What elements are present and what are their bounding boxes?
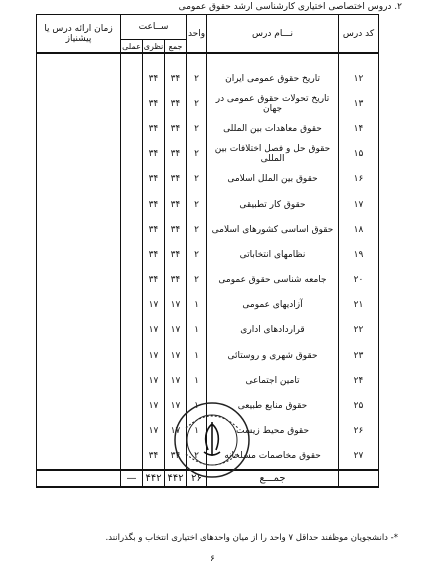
course-hours-total-cell: ۳۴ — [165, 91, 187, 116]
table-row — [37, 268, 379, 293]
table-row — [37, 167, 379, 192]
official-seal-icon — [172, 400, 252, 480]
total-code-cell — [339, 470, 379, 487]
course-name-cell: حقوق بین الملل اسلامی — [207, 167, 339, 192]
course-name-cell: حقوق معاهدات بین المللی — [207, 116, 339, 141]
course-hours-total-cell: ۱۷ — [165, 293, 187, 318]
course-units-cell: ۲ — [187, 142, 207, 167]
course-hours-theory-cell: ۳۴ — [143, 116, 165, 141]
table-row — [37, 116, 379, 141]
course-code-cell: ۱۲ — [339, 66, 379, 91]
course-hours-total-cell: ۱۷ — [165, 419, 187, 444]
course-name-cell: آزادیهای عمومی — [207, 293, 339, 318]
course-hours-total-cell: ۳۴ — [165, 66, 187, 91]
course-hours-total-cell: ۱۷ — [165, 368, 187, 393]
course-hours-theory-cell: ۱۷ — [143, 293, 165, 318]
course-timing-cell — [37, 318, 121, 343]
header-hours-total: جمع — [165, 40, 187, 54]
course-code-cell: ۱۸ — [339, 217, 379, 242]
course-units-cell: ۲ — [187, 444, 207, 470]
header-hours: ســاعت — [121, 15, 187, 40]
course-hours-total-cell: ۳۴ — [165, 167, 187, 192]
total-hours-practical: — — [121, 470, 143, 487]
course-units-cell: ۲ — [187, 242, 207, 267]
table-row — [37, 343, 379, 368]
course-name-cell: حقوق اساسی کشورهای اسلامی — [207, 217, 339, 242]
header-units: واحد — [187, 15, 207, 54]
course-hours-theory-cell: ۳۴ — [143, 142, 165, 167]
course-code-cell: ۲۵ — [339, 393, 379, 418]
course-units-cell: ۲ — [187, 217, 207, 242]
course-name-cell: جامعه شناسی حقوق عمومی — [207, 268, 339, 293]
table-row — [37, 91, 379, 116]
total-units: ۲۶ — [187, 470, 207, 487]
course-hours-total-cell: ۱۷ — [165, 393, 187, 418]
course-hours-total-cell: ۳۴ — [165, 268, 187, 293]
header-timing: زمان ارائه درس یا پیشنیاز — [37, 15, 121, 54]
course-hours-practical-cell — [121, 343, 143, 368]
page-number: ۶ — [210, 554, 215, 564]
course-hours-practical-cell — [121, 192, 143, 217]
course-hours-practical-cell — [121, 268, 143, 293]
header-hours-theory: نظری — [143, 40, 165, 54]
course-name-cell: حقوق کار تطبیقی — [207, 192, 339, 217]
course-hours-practical-cell — [121, 217, 143, 242]
course-timing-cell — [37, 419, 121, 444]
course-code-cell: ۱۴ — [339, 116, 379, 141]
course-hours-practical-cell — [121, 444, 143, 470]
course-code-cell: ۱۹ — [339, 242, 379, 267]
course-code-cell: ۲۲ — [339, 318, 379, 343]
course-hours-theory-cell: ۱۷ — [143, 318, 165, 343]
course-hours-practical-cell — [121, 167, 143, 192]
course-timing-cell — [37, 268, 121, 293]
course-hours-total-cell: ۳۴ — [165, 192, 187, 217]
header-hours-practical: عملی — [121, 40, 143, 54]
course-timing-cell — [37, 66, 121, 91]
header-code: کد درس — [339, 15, 379, 54]
course-name-cell: نظامهای انتخاباتی — [207, 242, 339, 267]
course-name-cell: قراردادهای اداری — [207, 318, 339, 343]
course-hours-total-cell: ۳۴ — [165, 116, 187, 141]
course-hours-theory-cell: ۱۷ — [143, 393, 165, 418]
course-hours-theory-cell: ۳۴ — [143, 242, 165, 267]
course-timing-cell — [37, 91, 121, 116]
course-code-cell: ۲۷ — [339, 444, 379, 470]
table-row — [37, 66, 379, 91]
course-code-cell: ۲۴ — [339, 368, 379, 393]
course-hours-theory-cell: ۳۴ — [143, 444, 165, 470]
course-timing-cell — [37, 167, 121, 192]
course-name-cell: حقوق حل و فصل اختلافات بین المللی — [207, 142, 339, 167]
course-hours-theory-cell: ۳۴ — [143, 91, 165, 116]
course-timing-cell — [37, 368, 121, 393]
course-timing-cell — [37, 293, 121, 318]
course-timing-cell — [37, 343, 121, 368]
course-code-cell: ۱۶ — [339, 167, 379, 192]
spacer-row — [37, 53, 379, 66]
course-hours-total-cell: ۳۴ — [165, 217, 187, 242]
header-name: نـــام درس — [207, 15, 339, 54]
course-units-cell: ۱ — [187, 318, 207, 343]
course-code-cell: ۲۶ — [339, 419, 379, 444]
course-name-cell: تامین اجتماعی — [207, 368, 339, 393]
course-hours-total-cell: ۱۷ — [165, 318, 187, 343]
course-hours-practical-cell — [121, 318, 143, 343]
course-units-cell: ۲ — [187, 268, 207, 293]
course-units-cell: ۲ — [187, 66, 207, 91]
course-hours-practical-cell — [121, 142, 143, 167]
table-row — [37, 242, 379, 267]
course-hours-theory-cell: ۱۷ — [143, 343, 165, 368]
course-name-cell: تاریخ تحولات حقوق عمومی در جهان — [207, 91, 339, 116]
course-name-cell: حقوق منابع طبیعی — [207, 393, 339, 418]
course-units-cell: ۱ — [187, 343, 207, 368]
course-code-cell: ۲۳ — [339, 343, 379, 368]
course-timing-cell — [37, 217, 121, 242]
footnote: *- دانشجویان موظفند حداقل ۷ واحد را از میان واحدهای اختیاری انتخاب و بگذرانند. — [105, 533, 398, 543]
course-hours-theory-cell: ۳۴ — [143, 167, 165, 192]
course-hours-theory-cell: ۱۷ — [143, 419, 165, 444]
course-hours-practical-cell — [121, 368, 143, 393]
course-name-cell: تاریخ حقوق عمومی ایران — [207, 66, 339, 91]
course-units-cell: ۲ — [187, 167, 207, 192]
course-hours-practical-cell — [121, 66, 143, 91]
course-hours-practical-cell — [121, 293, 143, 318]
course-hours-theory-cell: ۳۴ — [143, 217, 165, 242]
course-hours-practical-cell — [121, 91, 143, 116]
course-units-cell: ۱ — [187, 419, 207, 444]
course-units-cell: ۱ — [187, 393, 207, 418]
course-hours-total-cell: ۳۴ — [165, 142, 187, 167]
course-name-cell: حقوق مخاصمات مسلحانه — [207, 444, 339, 470]
course-hours-practical-cell — [121, 419, 143, 444]
table-row — [37, 217, 379, 242]
table-caption: ۲. دروس اختصاصی اختیاری کارشناسی ارشد حقوق عمومی — [178, 2, 402, 12]
course-units-cell: ۲ — [187, 116, 207, 141]
course-name-cell: حقوق محیط زیست — [207, 419, 339, 444]
course-hours-practical-cell — [121, 116, 143, 141]
course-hours-practical-cell — [121, 393, 143, 418]
course-name-cell: حقوق شهری و روستائی — [207, 343, 339, 368]
course-hours-practical-cell — [121, 242, 143, 267]
course-units-cell: ۲ — [187, 192, 207, 217]
total-timing-cell — [37, 470, 121, 487]
course-code-cell: ۲۱ — [339, 293, 379, 318]
course-timing-cell — [37, 142, 121, 167]
course-units-cell: ۲ — [187, 91, 207, 116]
course-hours-total-cell: ۳۴ — [165, 444, 187, 470]
course-units-cell: ۱ — [187, 368, 207, 393]
total-hours-total: ۴۴۲ — [165, 470, 187, 487]
total-hours-theory: ۴۴۲ — [143, 470, 165, 487]
total-label: جمـــع — [207, 470, 339, 487]
course-code-cell: ۲۰ — [339, 268, 379, 293]
course-timing-cell — [37, 242, 121, 267]
table-row — [37, 368, 379, 393]
course-code-cell: ۱۷ — [339, 192, 379, 217]
course-hours-total-cell: ۳۴ — [165, 242, 187, 267]
table-row — [37, 142, 379, 167]
course-hours-total-cell: ۱۷ — [165, 343, 187, 368]
course-code-cell: ۱۵ — [339, 142, 379, 167]
course-timing-cell — [37, 192, 121, 217]
course-hours-theory-cell: ۱۷ — [143, 368, 165, 393]
table-row — [37, 192, 379, 217]
course-units-cell: ۱ — [187, 293, 207, 318]
course-timing-cell — [37, 444, 121, 470]
course-code-cell: ۱۳ — [339, 91, 379, 116]
course-timing-cell — [37, 116, 121, 141]
table-row — [37, 318, 379, 343]
course-timing-cell — [37, 393, 121, 418]
table-row — [37, 293, 379, 318]
course-hours-theory-cell: ۳۴ — [143, 268, 165, 293]
course-hours-theory-cell: ۳۴ — [143, 192, 165, 217]
course-hours-theory-cell: ۳۴ — [143, 66, 165, 91]
